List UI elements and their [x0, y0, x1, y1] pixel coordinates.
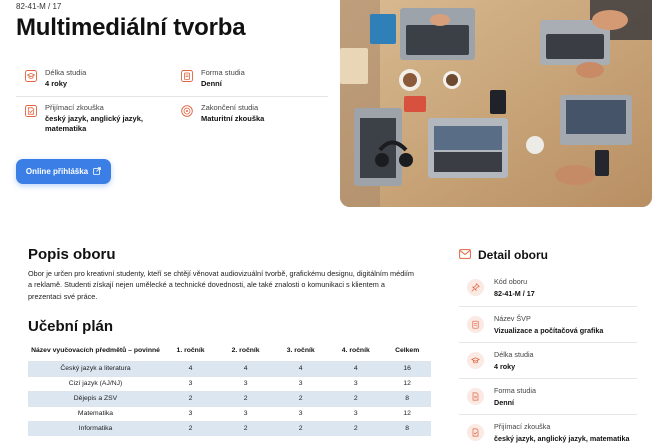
fact-label: Forma studia	[201, 68, 245, 77]
table-cell: 2	[163, 391, 218, 406]
table-cell: 4	[273, 361, 328, 376]
table-row	[28, 406, 431, 421]
page-title: Multimediální tvorba	[16, 14, 246, 41]
detail-value: český jazyk, anglický jazyk, matematika	[494, 434, 630, 443]
fact-study-form	[172, 62, 328, 96]
detail-value: 4 roky	[494, 362, 516, 371]
table-cell: 3	[273, 406, 328, 421]
detail-item-duration	[459, 342, 637, 378]
table-row	[28, 361, 431, 376]
description-title: Popis oboru	[28, 246, 116, 263]
clipboard-icon	[180, 69, 193, 82]
curriculum-table	[28, 341, 431, 436]
table-cell: 16	[383, 361, 431, 376]
table-cell: 3	[163, 406, 218, 421]
table-cell: Dějepis a ZSV	[28, 391, 163, 406]
column-header: Název vyučovacích předmětů – povinné	[31, 347, 160, 355]
document-icon	[467, 388, 484, 405]
table-cell: Český jazyk a literatura	[28, 361, 163, 376]
online-application-button[interactable]	[16, 159, 111, 184]
fact-label: Délka studia	[45, 68, 87, 77]
detail-label: Název ŠVP	[494, 314, 531, 323]
key-facts	[16, 62, 328, 143]
hero-photo	[340, 0, 652, 207]
table-cell: 3	[328, 406, 383, 421]
detail-label: Kód oboru	[494, 277, 528, 286]
table-cell: Cizí jazyk (AJ/NJ)	[28, 376, 163, 391]
fact-duration	[16, 62, 172, 96]
detail-title: Detail oboru	[478, 248, 549, 262]
table-cell: 2	[273, 391, 328, 406]
detail-item-study-form	[459, 378, 637, 414]
curriculum-title: Učební plán	[28, 318, 114, 335]
fact-value: 4 roky	[45, 79, 68, 88]
table-cell: 2	[163, 421, 218, 436]
table-cell: 2	[273, 421, 328, 436]
students-working-on-laptops-photo	[340, 0, 652, 207]
fact-entrance-exam	[16, 97, 172, 143]
table-cell: 8	[383, 391, 431, 406]
apply-button-label: Online přihláška	[25, 167, 89, 176]
table-cell: Matematika	[28, 406, 163, 421]
description-text: Obor je určen pro kreativní studenty, kteří se chtějí věnovat audiovizuální tvorbě, grafickému designu, digitálním médiím a reklamě. Studenti získají nejen umělecké a technické dovednosti, ale také znalosti o komunikaci s klientem a prezentaci své práce.	[28, 269, 414, 301]
column-header: Celkem	[395, 347, 420, 355]
graduation-cap-icon	[467, 352, 484, 369]
fact-label: Přijímací zkouška	[45, 103, 104, 112]
detail-value: Denní	[494, 398, 514, 407]
fact-value: Maturitní zkouška	[201, 114, 265, 123]
fact-value: Denní	[201, 79, 222, 88]
table-cell: 2	[218, 421, 273, 436]
detail-value: 82-41-M / 17	[494, 289, 535, 298]
program-code: 82-41-M / 17	[16, 2, 62, 11]
pin-icon	[467, 279, 484, 296]
exam-paper-icon	[24, 104, 37, 117]
table-cell: 3	[218, 376, 273, 391]
column-header: 2. ročník	[231, 347, 260, 355]
table-cell: 3	[218, 406, 273, 421]
fact-label: Zakončení studia	[201, 103, 259, 112]
detail-item-code	[459, 270, 637, 306]
table-cell: 4	[328, 361, 383, 376]
column-header: 4. ročník	[341, 347, 370, 355]
table-row	[28, 376, 431, 391]
table-cell: 3	[163, 376, 218, 391]
table-cell: Informatika	[28, 421, 163, 436]
table-cell: 4	[218, 361, 273, 376]
detail-label: Forma studia	[494, 386, 536, 395]
fact-completion	[172, 97, 328, 143]
detail-list	[459, 270, 637, 445]
detail-item-svp	[459, 306, 637, 342]
column-header: 3. ročník	[286, 347, 315, 355]
external-link-icon	[93, 167, 101, 177]
table-cell: 3	[328, 376, 383, 391]
table-cell: 2	[328, 421, 383, 436]
target-icon	[180, 104, 193, 117]
table-cell: 3	[273, 376, 328, 391]
table-header-row	[28, 341, 431, 361]
detail-label: Délka studia	[494, 350, 534, 359]
clipboard-icon	[467, 316, 484, 333]
table-cell: 2	[218, 391, 273, 406]
table-cell: 8	[383, 421, 431, 436]
table-row	[28, 391, 431, 406]
detail-header	[459, 246, 548, 264]
detail-item-entrance-exam	[459, 414, 637, 445]
column-header: 1. ročník	[176, 347, 205, 355]
detail-value: Vizualizace a počítačová grafika	[494, 326, 604, 335]
table-cell: 12	[383, 376, 431, 391]
graduation-cap-icon	[24, 69, 37, 82]
detail-label: Přijímací zkouška	[494, 422, 551, 431]
fact-value: český jazyk, anglický jazyk, matematika	[45, 114, 143, 133]
exam-paper-icon	[467, 424, 484, 441]
table-cell: 4	[163, 361, 218, 376]
table-cell: 12	[383, 406, 431, 421]
mail-icon	[459, 246, 471, 264]
table-row	[28, 421, 431, 436]
table-cell: 2	[328, 391, 383, 406]
